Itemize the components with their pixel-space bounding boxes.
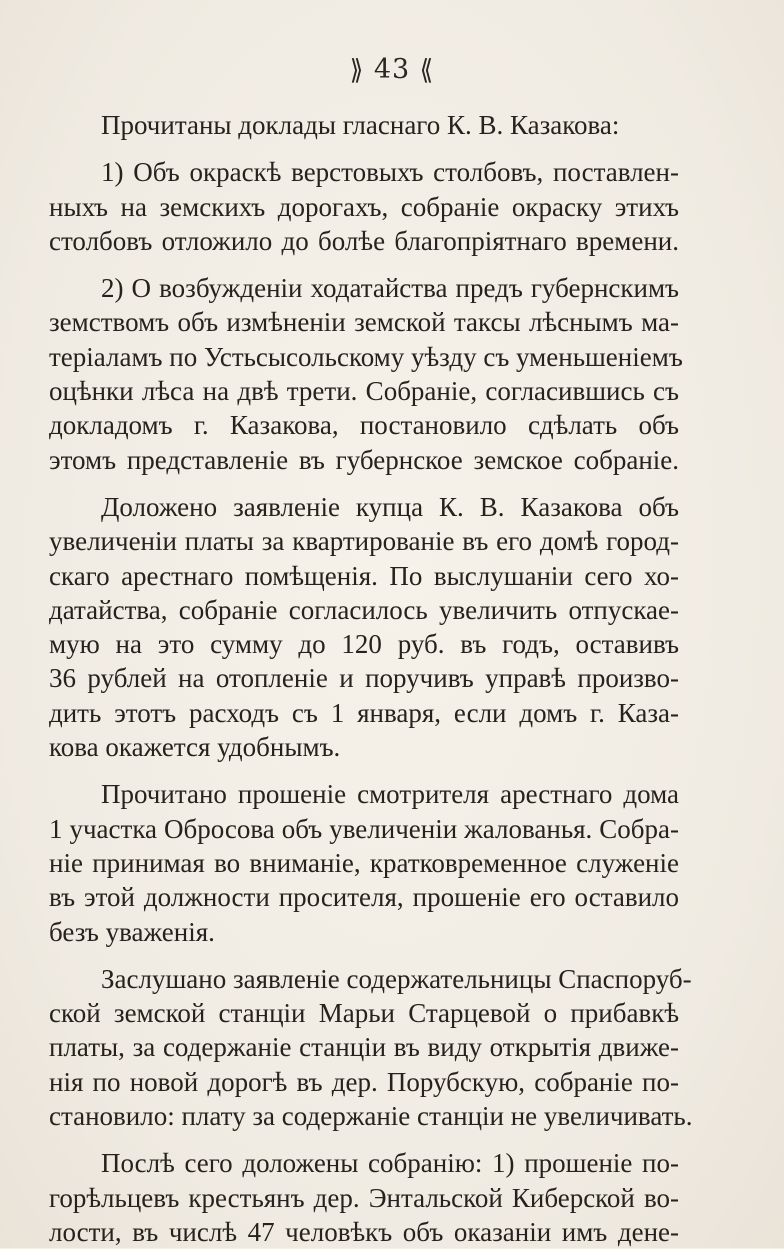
text-line: Прочитано прошеніе смотрителя арестнаго дома [101, 779, 679, 810]
text-line: оцѣнки лѣса на двѣ трети. Собраніе, согласившись съ [49, 376, 679, 407]
text-line: Послѣ сего доложены собранію: 1) прошеніе по- [101, 1148, 679, 1179]
text-line: столбовъ отложило до болѣе благопріятнаго времени. [49, 225, 679, 256]
text-line: ныхъ на земскихъ дорогахъ, собраніе окраску этихъ [49, 191, 679, 222]
text-line: 1 участка Обросова объ увеличеніи жалованья. Собра- [49, 813, 679, 844]
page-number: 43 [373, 54, 411, 85]
text-line: нія по новой дорогѣ въ дер. Порубскую, собраніе по- [49, 1066, 679, 1097]
text-line: Заслушано заявленіе содержательницы Спаспоруб- [101, 963, 692, 994]
text-line: 36 рублей на отопленіе и поручивъ управѣ произво- [49, 663, 679, 694]
text-line: лости, въ числѣ 47 человѣкъ объ оказаніи имъ дене- [49, 1216, 679, 1247]
paragraph [49, 108, 679, 142]
text-line: безъ уваженія. [49, 916, 215, 947]
text-line: 2) О возбужденіи ходатайства предъ губернскимъ [101, 273, 679, 304]
paragraph [49, 271, 683, 477]
text-line: кова окажется удобнымъ. [49, 732, 341, 763]
text-line: докладомъ г. Казакова, постановило сдѣлать объ [49, 410, 679, 441]
text-line: въ этой должности просителя, прошеніе его оставило [49, 882, 679, 913]
text-line: скаго арестнаго помѣщенія. По выслушаніи сего хо- [49, 560, 679, 591]
text-line: 1) Объ окраскѣ верстовыхъ столбовъ, поставлен- [101, 157, 679, 188]
ornament-right-icon: ⟪ [419, 53, 435, 87]
text-line: увеличеніи платы за квартированіе въ его домѣ город- [49, 526, 679, 557]
text-line: становило: плату за содержаніе станціи не увеличивать. [49, 1101, 693, 1132]
paragraph [49, 155, 679, 258]
ornament-left-icon: ⟫ [349, 53, 365, 87]
text-line: ской земской станціи Марьи Старцевой о прибавкѣ [49, 998, 679, 1029]
paragraph [49, 1146, 679, 1249]
text-line: ніе принимая во вниманіе, кратковременное служеніе [49, 847, 679, 878]
text-line: земствомъ объ измѣненіи земской таксы лѣснымъ ма- [49, 307, 679, 338]
text-line: Прочитаны доклады гласнаго К. В. Казакова: [101, 110, 620, 140]
paragraph [49, 490, 679, 764]
text-line: дить этотъ расходъ съ 1 января, если домъ г. Каза- [49, 697, 679, 728]
paragraph [49, 777, 679, 948]
text-line: теріаламъ по Устьсысольскому уѣзду съ уменьшеніемъ [49, 341, 683, 372]
text-line: датайства, собраніе согласилось увеличить отпускае- [49, 594, 679, 625]
text-line: платы, за содержаніе станціи въ виду открытія движе- [49, 1032, 679, 1063]
paragraph [49, 962, 693, 1133]
page-header [0, 54, 784, 85]
text-line: этомъ представленіе въ губернское земское собраніе. [49, 444, 679, 475]
text-line: Доложено заявленіе купца К. В. Казакова объ [101, 491, 679, 522]
text-line: мую на это сумму до 120 руб. въ годъ, оставивъ [49, 629, 679, 660]
text-line: горѣльцевъ крестьянъ дер. Энтальской Киберской во- [49, 1182, 679, 1213]
page-body [49, 108, 693, 1249]
